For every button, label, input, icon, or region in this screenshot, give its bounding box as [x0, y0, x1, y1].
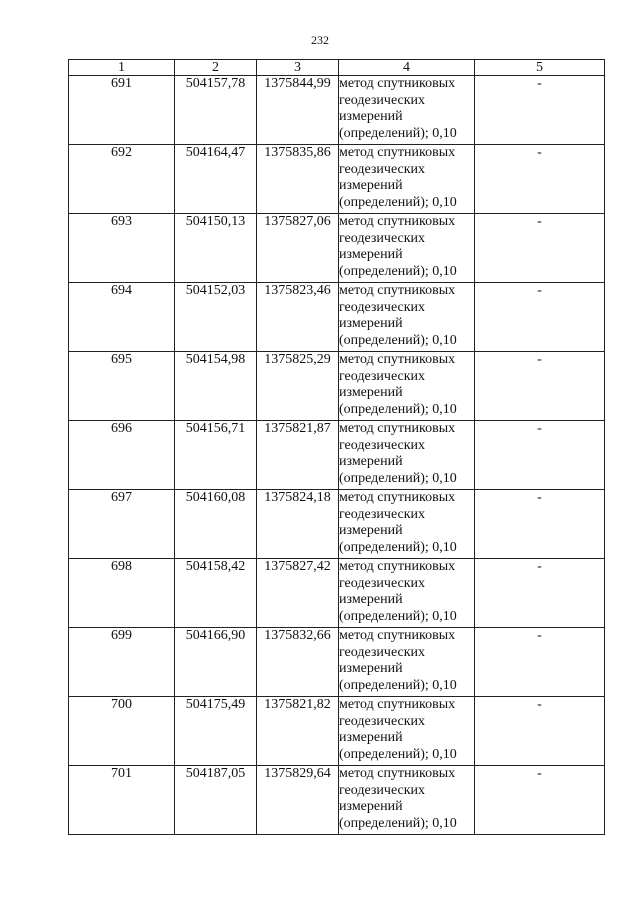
x-coordinate-cell: 504175,49 [175, 697, 257, 766]
method-line: измерений [339, 178, 403, 193]
y-coordinate-cell: 1375832,66 [257, 628, 339, 697]
method-line: измерений [339, 454, 403, 469]
method-line: геодезических [339, 506, 426, 522]
column-header-1: 1 [69, 60, 175, 76]
table-row [69, 214, 605, 283]
y-coordinate-cell: 1375824,18 [257, 490, 339, 559]
method-line: геодезических [339, 230, 426, 246]
x-coordinate-cell: 504150,13 [175, 214, 257, 283]
x-coordinate-cell: 504187,05 [175, 766, 257, 835]
note-cell: - [475, 628, 605, 697]
y-coordinate-cell: 1375827,42 [257, 559, 339, 628]
y-coordinate-cell: 1375827,06 [257, 214, 339, 283]
table-row [69, 628, 605, 697]
method-line: измерений [339, 316, 403, 331]
point-number-cell: 694 [69, 283, 175, 352]
coordinates-table [68, 59, 605, 835]
x-coordinate-cell: 504157,78 [175, 76, 257, 145]
point-number-cell: 693 [69, 214, 175, 283]
method-line: (определений); 0,10 [339, 608, 457, 624]
method-cell [339, 559, 475, 628]
method-line: геодезических [339, 644, 426, 660]
column-header-5: 5 [475, 60, 605, 76]
method-line: (определений); 0,10 [339, 401, 457, 417]
y-coordinate-cell: 1375829,64 [257, 766, 339, 835]
table-header [69, 60, 605, 76]
table-row [69, 76, 605, 145]
method-line: измерений [339, 661, 403, 676]
method-line: метод спутниковых [339, 559, 456, 574]
method-cell [339, 697, 475, 766]
column-header-4: 4 [339, 60, 475, 76]
method-line: метод спутниковых [339, 76, 456, 91]
table-row [69, 421, 605, 490]
y-coordinate-cell: 1375821,87 [257, 421, 339, 490]
method-line: геодезических [339, 782, 426, 798]
y-coordinate-cell: 1375821,82 [257, 697, 339, 766]
table-row [69, 559, 605, 628]
x-coordinate-cell: 504160,08 [175, 490, 257, 559]
method-line: геодезических [339, 575, 426, 591]
method-line: измерений [339, 592, 403, 607]
method-line: (определений); 0,10 [339, 125, 457, 141]
method-line: измерений [339, 247, 403, 262]
column-header-3: 3 [257, 60, 339, 76]
method-cell [339, 766, 475, 835]
method-line: (определений); 0,10 [339, 263, 457, 279]
y-coordinate-cell: 1375825,29 [257, 352, 339, 421]
method-line: метод спутниковых [339, 283, 456, 298]
note-cell: - [475, 421, 605, 490]
note-cell: - [475, 352, 605, 421]
x-coordinate-cell: 504166,90 [175, 628, 257, 697]
method-line: метод спутниковых [339, 145, 456, 160]
table-row [69, 145, 605, 214]
table-row [69, 283, 605, 352]
point-number-cell: 692 [69, 145, 175, 214]
method-cell [339, 214, 475, 283]
point-number-cell: 695 [69, 352, 175, 421]
method-cell [339, 352, 475, 421]
table-row [69, 490, 605, 559]
method-line: измерений [339, 730, 403, 745]
method-line: (определений); 0,10 [339, 194, 457, 210]
table-row [69, 766, 605, 835]
method-line: метод спутниковых [339, 421, 456, 436]
note-cell: - [475, 697, 605, 766]
method-line: метод спутниковых [339, 352, 456, 367]
point-number-cell: 701 [69, 766, 175, 835]
header-row [69, 60, 605, 76]
table-row [69, 352, 605, 421]
x-coordinate-cell: 504152,03 [175, 283, 257, 352]
note-cell: - [475, 283, 605, 352]
y-coordinate-cell: 1375823,46 [257, 283, 339, 352]
note-cell: - [475, 214, 605, 283]
point-number-cell: 700 [69, 697, 175, 766]
method-line: метод спутниковых [339, 214, 456, 229]
method-cell [339, 628, 475, 697]
method-cell [339, 76, 475, 145]
point-number-cell: 697 [69, 490, 175, 559]
method-line: (определений); 0,10 [339, 539, 457, 555]
method-cell [339, 145, 475, 214]
y-coordinate-cell: 1375835,86 [257, 145, 339, 214]
method-line: геодезических [339, 368, 426, 384]
point-number-cell: 698 [69, 559, 175, 628]
method-line: геодезических [339, 713, 426, 729]
method-cell [339, 421, 475, 490]
note-cell: - [475, 766, 605, 835]
point-number-cell: 691 [69, 76, 175, 145]
x-coordinate-cell: 504164,47 [175, 145, 257, 214]
note-cell: - [475, 490, 605, 559]
method-line: геодезических [339, 299, 426, 315]
method-line: измерений [339, 385, 403, 400]
page-number: 232 [311, 33, 329, 47]
method-line: геодезических [339, 161, 426, 177]
note-cell: - [475, 145, 605, 214]
method-cell [339, 490, 475, 559]
method-line: метод спутниковых [339, 628, 456, 643]
method-line: метод спутниковых [339, 490, 456, 505]
table-row [69, 697, 605, 766]
method-line: (определений); 0,10 [339, 332, 457, 348]
x-coordinate-cell: 504156,71 [175, 421, 257, 490]
column-header-2: 2 [175, 60, 257, 76]
method-line: метод спутниковых [339, 697, 456, 712]
table-body [69, 76, 605, 835]
x-coordinate-cell: 504154,98 [175, 352, 257, 421]
method-line: (определений); 0,10 [339, 677, 457, 693]
method-line: (определений); 0,10 [339, 815, 457, 831]
method-line: метод спутниковых [339, 766, 456, 781]
method-cell [339, 283, 475, 352]
y-coordinate-cell: 1375844,99 [257, 76, 339, 145]
method-line: геодезических [339, 92, 426, 108]
point-number-cell: 699 [69, 628, 175, 697]
point-number-cell: 696 [69, 421, 175, 490]
x-coordinate-cell: 504158,42 [175, 559, 257, 628]
method-line: измерений [339, 109, 403, 124]
method-line: (определений); 0,10 [339, 470, 457, 486]
method-line: измерений [339, 523, 403, 538]
note-cell: - [475, 559, 605, 628]
method-line: геодезических [339, 437, 426, 453]
note-cell: - [475, 76, 605, 145]
method-line: измерений [339, 799, 403, 814]
method-line: (определений); 0,10 [339, 746, 457, 762]
